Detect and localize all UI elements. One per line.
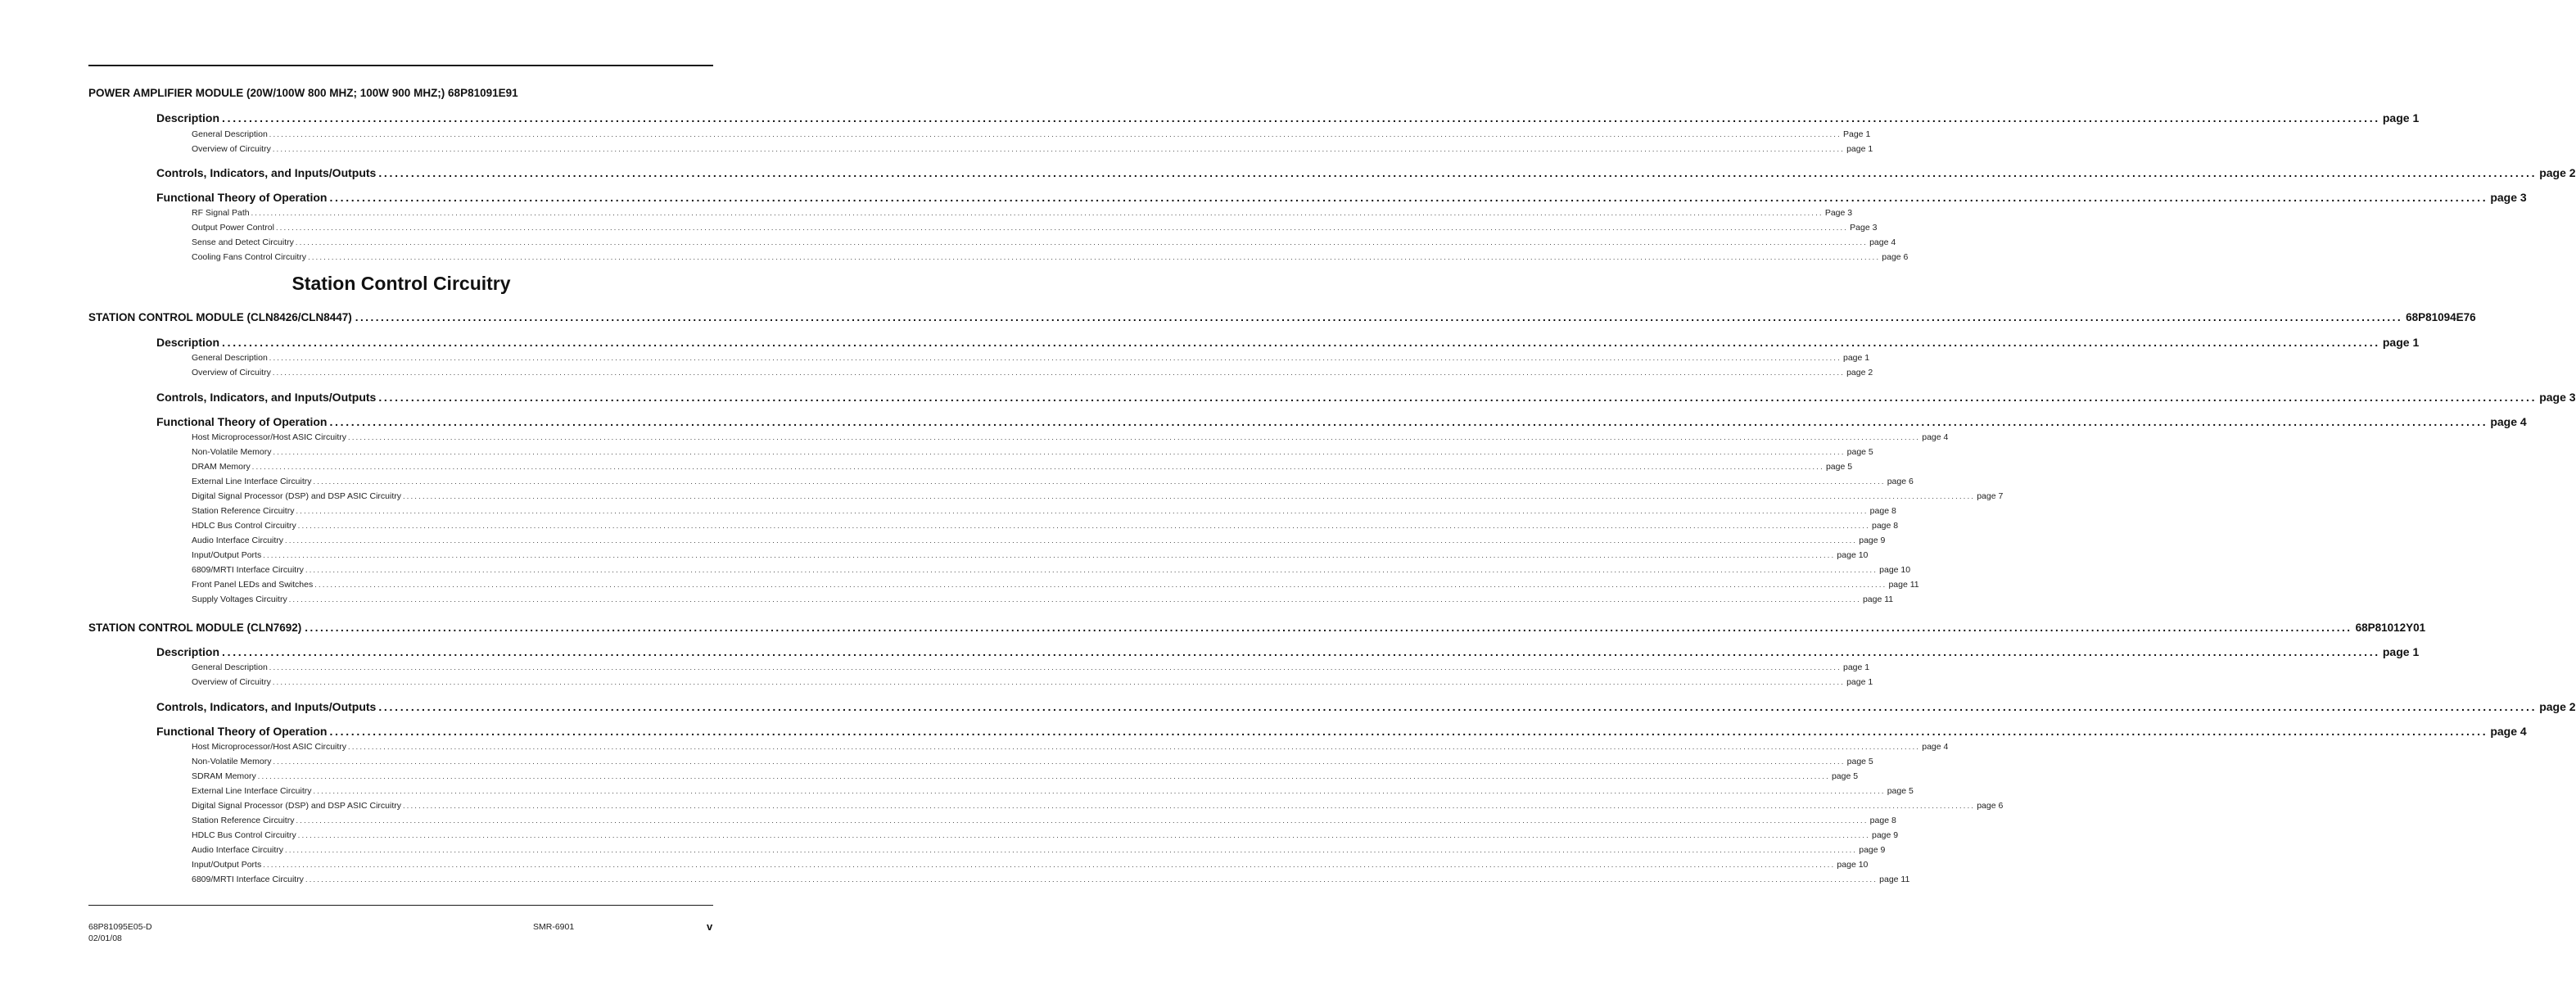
toc-subsection-entry-title: Overview of Circuitry (192, 677, 271, 687)
toc-subsection-entry-page: page 9 (1859, 536, 1886, 545)
section-heading: Station Control Circuitry (291, 273, 511, 294)
toc-subsection-entry-title: Overview of Circuitry (192, 368, 271, 377)
toc-section-entry-dot-leader: ................................................................................................................................................................................................................................................................................................................................................................................................................ (329, 191, 2488, 204)
toc-subsection-entry[interactable] (192, 129, 1871, 139)
toc-subsection-entry-title: Digital Signal Processor (DSP) and DSP ASIC Circuitry (192, 491, 401, 501)
toc-section-entry[interactable] (156, 111, 2420, 124)
module-entry-dot-leader: ................................................................................................................................................................................................................................................................................................................................................................................................................ (305, 622, 2352, 634)
toc-subsection-entry[interactable] (192, 594, 1894, 604)
toc-subsection-entry-dot-leader: ................................................................................................................................................................................................................................................................................................................................................................................................................ (272, 678, 1846, 686)
toc-subsection-entry[interactable] (192, 491, 2004, 501)
toc-subsection-entry-dot-leader: ................................................................................................................................................................................................................................................................................................................................................................................................................ (297, 831, 1870, 839)
toc-subsection-entry-page: Page 3 (1824, 208, 1853, 218)
toc-subsection-entry-title: External Line Interface Circuitry (192, 786, 312, 796)
toc-subsection-entry-page: page 8 (1871, 521, 1899, 531)
toc-subsection-entry-dot-leader: ................................................................................................................................................................................................................................................................................................................................................................................................................ (348, 743, 1921, 751)
toc-subsection-entry[interactable] (192, 677, 1873, 687)
toc-section-entry-page: page 4 (2490, 725, 2527, 738)
toc-section-entry-page: page 1 (2382, 645, 2420, 658)
toc-subsection-entry-dot-leader: ................................................................................................................................................................................................................................................................................................................................................................................................................ (314, 581, 1887, 589)
toc-subsection-entry-title: Station Reference Circuitry (192, 506, 295, 516)
toc-subsection-entry-title: 6809/MRTI Interface Circuitry (192, 565, 304, 575)
toc-section-entry[interactable] (156, 415, 2527, 428)
toc-subsection-entry[interactable] (192, 447, 1873, 457)
toc-subsection-entry-title: Overview of Circuitry (192, 144, 271, 154)
toc-subsection-entry-title: Host Microprocessor/Host ASIC Circuitry (192, 432, 347, 442)
toc-subsection-entry-dot-leader: ................................................................................................................................................................................................................................................................................................................................................................................................................ (296, 507, 1869, 515)
toc-subsection-entry-page: page 4 (1869, 237, 1896, 247)
toc-section-entry-dot-leader: ................................................................................................................................................................................................................................................................................................................................................................................................................ (222, 111, 2380, 124)
toc-subsection-entry[interactable] (192, 506, 1896, 516)
module-entry-page: 68P81094E76 (2406, 311, 2476, 323)
toc-subsection-entry-title: General Description (192, 353, 268, 363)
toc-subsection-entry-dot-leader: ................................................................................................................................................................................................................................................................................................................................................................................................................ (263, 861, 1836, 869)
toc-subsection-entry-title: Cooling Fans Control Circuitry (192, 252, 307, 262)
toc-subsection-entry-dot-leader: ................................................................................................................................................................................................................................................................................................................................................................................................................ (272, 145, 1846, 153)
toc-subsection-entry-title: Audio Interface Circuitry (192, 845, 284, 855)
toc-subsection-entry-dot-leader: ................................................................................................................................................................................................................................................................................................................................................................................................................ (348, 433, 1921, 441)
toc-subsection-entry[interactable] (192, 757, 1873, 766)
toc-subsection-entry-dot-leader: ................................................................................................................................................................................................................................................................................................................................................................................................................ (308, 253, 1881, 261)
toc-subsection-entry-page: page 11 (1862, 594, 1894, 604)
toc-section-entry[interactable] (156, 700, 2576, 713)
toc-section-entry-title: Controls, Indicators, and Inputs/Outputs (156, 391, 377, 404)
footer-date: 02/01/08 (88, 934, 122, 943)
toc-subsection-entry-title: DRAM Memory (192, 462, 251, 472)
toc-subsection-entry-page: page 9 (1871, 830, 1899, 840)
toc-subsection-entry-title: Non-Volatile Memory (192, 447, 272, 457)
toc-subsection-entry-dot-leader: ................................................................................................................................................................................................................................................................................................................................................................................................................ (296, 816, 1869, 825)
toc-section-entry-dot-leader: ................................................................................................................................................................................................................................................................................................................................................................................................................ (222, 645, 2380, 658)
toc-subsection-entry-title: Sense and Detect Circuitry (192, 237, 294, 247)
toc-subsection-entry-page: page 6 (1882, 252, 1909, 262)
toc-subsection-entry-dot-leader: ................................................................................................................................................................................................................................................................................................................................................................................................................ (263, 551, 1836, 559)
toc-section-entry-title: Functional Theory of Operation (156, 415, 328, 428)
toc-subsection-entry-dot-leader: ................................................................................................................................................................................................................................................................................................................................................................................................................ (295, 238, 1869, 246)
toc-section-entry-title: Controls, Indicators, and Inputs/Outputs (156, 166, 377, 179)
toc-section-entry-page: page 4 (2490, 415, 2527, 428)
toc-subsection-entry-page: Page 3 (1850, 223, 1878, 233)
toc-section-entry-page: page 2 (2539, 700, 2576, 713)
toc-subsection-entry-dot-leader: ................................................................................................................................................................................................................................................................................................................................................................................................................ (402, 802, 1976, 810)
toc-subsection-entry-page: Page 1 (1843, 129, 1871, 139)
toc-subsection-entry-page: page 5 (1887, 786, 1914, 796)
toc-subsection-entry-dot-leader: ................................................................................................................................................................................................................................................................................................................................................................................................................ (251, 209, 1824, 217)
toc-section-entry-dot-leader: ................................................................................................................................................................................................................................................................................................................................................................................................................ (329, 415, 2488, 428)
toc-subsection-entry-page: page 11 (1879, 875, 1910, 884)
toc-section-entry-page: page 1 (2382, 111, 2420, 124)
toc-subsection-entry-dot-leader: ................................................................................................................................................................................................................................................................................................................................................................................................................ (285, 536, 1858, 545)
toc-subsection-entry[interactable] (192, 662, 1870, 672)
toc-section-entry-title: Description (156, 645, 220, 658)
toc-subsection-entry-title: HDLC Bus Control Circuitry (192, 830, 296, 840)
toc-subsection-entry-page: page 4 (1922, 432, 1949, 442)
module-entry[interactable] (88, 311, 2476, 323)
toc-subsection-entry-title: Supply Voltages Circuitry (192, 594, 287, 604)
toc-subsection-entry[interactable] (192, 816, 1896, 825)
toc-subsection-entry-dot-leader: ................................................................................................................................................................................................................................................................................................................................................................................................................ (272, 368, 1846, 377)
toc-subsection-entry-page: page 5 (1846, 447, 1873, 457)
toc-section-entry-dot-leader: ................................................................................................................................................................................................................................................................................................................................................................................................................ (378, 166, 2538, 179)
toc-subsection-entry-dot-leader: ................................................................................................................................................................................................................................................................................................................................................................................................................ (269, 130, 1842, 138)
toc-subsection-entry-dot-leader: ................................................................................................................................................................................................................................................................................................................................................................................................................ (313, 477, 1886, 486)
toc-subsection-entry[interactable] (192, 801, 2004, 811)
toc-subsection-entry-title: HDLC Bus Control Circuitry (192, 521, 296, 531)
module-entry-title: STATION CONTROL MODULE (CLN7692) (88, 622, 302, 634)
toc-section-entry-title: Description (156, 111, 220, 124)
toc-subsection-entry-page: page 1 (1843, 353, 1870, 363)
toc-section-entry-title: Functional Theory of Operation (156, 725, 328, 738)
toc-subsection-entry-page: page 11 (1888, 580, 1919, 590)
toc-section-entry-dot-leader: ................................................................................................................................................................................................................................................................................................................................................................................................................ (378, 700, 2538, 713)
toc-section-entry-title: Functional Theory of Operation (156, 191, 328, 204)
toc-subsection-entry[interactable] (192, 462, 1853, 472)
toc-subsection-entry[interactable] (192, 830, 1899, 840)
toc-subsection-entry-page: page 9 (1859, 845, 1886, 855)
toc-subsection-entry-page: page 5 (1825, 462, 1853, 472)
toc-subsection-entry-dot-leader: ................................................................................................................................................................................................................................................................................................................................................................................................................ (285, 846, 1858, 854)
toc-subsection-entry[interactable] (192, 860, 1869, 870)
module-entry[interactable]: POWER AMPLIFIER MODULE (20W/100W 800 MHZ; 100W 900 MHZ;) 68P81091E91 (88, 87, 518, 99)
toc-subsection-entry-title: Station Reference Circuitry (192, 816, 295, 825)
toc-subsection-entry[interactable] (192, 771, 1859, 781)
module-entry-title: STATION CONTROL MODULE (CLN8426/CLN8447) (88, 311, 352, 323)
toc-section-entry[interactable] (156, 336, 2420, 349)
toc-subsection-entry-title: Non-Volatile Memory (192, 757, 272, 766)
toc-subsection-entry-dot-leader: ................................................................................................................................................................................................................................................................................................................................................................................................................ (297, 522, 1870, 530)
toc-section-entry-title: Controls, Indicators, and Inputs/Outputs (156, 700, 377, 713)
toc-subsection-entry-title: RF Signal Path (192, 208, 250, 218)
toc-subsection-entry[interactable] (192, 223, 1878, 233)
toc-subsection-entry[interactable] (192, 432, 1949, 442)
toc-subsection-entry-dot-leader: ................................................................................................................................................................................................................................................................................................................................................................................................................ (251, 463, 1824, 471)
toc-subsection-entry-title: External Line Interface Circuitry (192, 477, 312, 486)
toc-subsection-entry-page: page 5 (1846, 757, 1873, 766)
toc-subsection-entry[interactable] (192, 144, 1873, 154)
toc-subsection-entry-page: page 1 (1843, 662, 1870, 672)
toc-subsection-entry[interactable] (192, 742, 1949, 752)
toc-subsection-entry-dot-leader: ................................................................................................................................................................................................................................................................................................................................................................................................................ (288, 595, 1861, 604)
toc-subsection-entry-page: page 7 (1977, 491, 2004, 501)
toc-subsection-entry-title: SDRAM Memory (192, 771, 256, 781)
footer-page-number: v (707, 920, 713, 933)
toc-subsection-entry[interactable] (192, 208, 1853, 218)
toc-subsection-entry-dot-leader: ................................................................................................................................................................................................................................................................................................................................................................................................................ (269, 354, 1842, 362)
toc-section-entry[interactable] (156, 645, 2420, 658)
toc-subsection-entry[interactable] (192, 368, 1873, 377)
toc-subsection-entry-page: page 1 (1846, 677, 1873, 687)
toc-subsection-entry[interactable] (192, 477, 1914, 486)
toc-section-entry-title: Description (156, 336, 220, 349)
toc-subsection-entry[interactable] (192, 580, 1919, 590)
toc-subsection-entry-page: page 8 (1869, 506, 1896, 516)
toc-subsection-entry-title: General Description (192, 129, 268, 139)
toc-section-entry[interactable] (156, 191, 2527, 204)
module-entry[interactable] (88, 622, 2426, 634)
toc-subsection-entry-page: page 6 (1887, 477, 1914, 486)
toc-subsection-entry[interactable] (192, 252, 1909, 262)
bottom-rule (88, 905, 713, 906)
toc-subsection-entry-dot-leader: ................................................................................................................................................................................................................................................................................................................................................................................................................ (275, 224, 1849, 232)
toc-subsection-entry-page: page 2 (1846, 368, 1873, 377)
toc-section-entry[interactable] (156, 725, 2527, 738)
toc-subsection-entry-title: Host Microprocessor/Host ASIC Circuitry (192, 742, 347, 752)
toc-subsection-entry[interactable] (192, 237, 1896, 247)
toc-subsection-entry[interactable] (192, 536, 1886, 545)
toc-subsection-entry-title: Front Panel LEDs and Switches (192, 580, 314, 590)
toc-subsection-entry-dot-leader: ................................................................................................................................................................................................................................................................................................................................................................................................................ (257, 772, 1830, 780)
module-entry-dot-leader: ................................................................................................................................................................................................................................................................................................................................................................................................................ (355, 311, 2403, 323)
toc-subsection-entry[interactable] (192, 550, 1869, 560)
toc-subsection-entry[interactable] (192, 786, 1914, 796)
toc-subsection-entry-page: page 10 (1879, 565, 1911, 575)
footer-manual-id: SMR-6901 (533, 922, 575, 932)
toc-subsection-entry-dot-leader: ................................................................................................................................................................................................................................................................................................................................................................................................................ (305, 875, 1878, 884)
module-entry-page: 68P81012Y01 (2355, 622, 2426, 634)
top-rule (88, 65, 713, 66)
toc-subsection-entry-page: page 6 (1977, 801, 2004, 811)
toc-section-entry[interactable] (156, 166, 2576, 179)
toc-section-entry-dot-leader: ................................................................................................................................................................................................................................................................................................................................................................................................................ (329, 725, 2488, 738)
toc-subsection-entry-dot-leader: ................................................................................................................................................................................................................................................................................................................................................................................................................ (402, 492, 1976, 500)
toc-subsection-entry-title: Input/Output Ports (192, 550, 262, 560)
toc-subsection-entry-page: page 10 (1837, 550, 1869, 560)
toc-section-entry-page: page 1 (2382, 336, 2420, 349)
toc-subsection-entry[interactable] (192, 565, 1911, 575)
toc-section-entry-page: page 2 (2539, 166, 2576, 179)
toc-subsection-entry-title: Input/Output Ports (192, 860, 262, 870)
toc-section-entry-dot-leader: ................................................................................................................................................................................................................................................................................................................................................................................................................ (222, 336, 2380, 349)
toc-section-entry[interactable] (156, 391, 2576, 404)
toc-subsection-entry-dot-leader: ................................................................................................................................................................................................................................................................................................................................................................................................................ (269, 663, 1842, 671)
toc-section-entry-page: page 3 (2539, 391, 2576, 404)
toc-section-entry-dot-leader: ................................................................................................................................................................................................................................................................................................................................................................................................................ (378, 391, 2538, 404)
toc-subsection-entry-page: page 1 (1846, 144, 1873, 154)
toc-subsection-entry[interactable] (192, 353, 1870, 363)
toc-section-entry-page: page 3 (2490, 191, 2527, 204)
toc-subsection-entry-title: Audio Interface Circuitry (192, 536, 284, 545)
toc-subsection-entry-title: Digital Signal Processor (DSP) and DSP ASIC Circuitry (192, 801, 401, 811)
toc-subsection-entry[interactable] (192, 875, 1910, 884)
toc-subsection-entry-title: General Description (192, 662, 268, 672)
toc-subsection-entry-dot-leader: ................................................................................................................................................................................................................................................................................................................................................................................................................ (305, 566, 1878, 574)
toc-subsection-entry-page: page 8 (1869, 816, 1896, 825)
toc-subsection-entry-page: page 5 (1831, 771, 1859, 781)
toc-subsection-entry-dot-leader: ................................................................................................................................................................................................................................................................................................................................................................................................................ (273, 757, 1846, 766)
toc-subsection-entry-page: page 4 (1922, 742, 1949, 752)
toc-subsection-entry-dot-leader: ................................................................................................................................................................................................................................................................................................................................................................................................................ (313, 787, 1886, 795)
footer-doc-number: 68P81095E05-D (88, 922, 152, 932)
toc-subsection-entry[interactable] (192, 845, 1886, 855)
toc-subsection-entry-title: Output Power Control (192, 223, 274, 233)
toc-subsection-entry-page: page 10 (1837, 860, 1869, 870)
toc-subsection-entry[interactable] (192, 521, 1899, 531)
toc-subsection-entry-dot-leader: ................................................................................................................................................................................................................................................................................................................................................................................................................ (273, 448, 1846, 456)
toc-subsection-entry-title: 6809/MRTI Interface Circuitry (192, 875, 304, 884)
